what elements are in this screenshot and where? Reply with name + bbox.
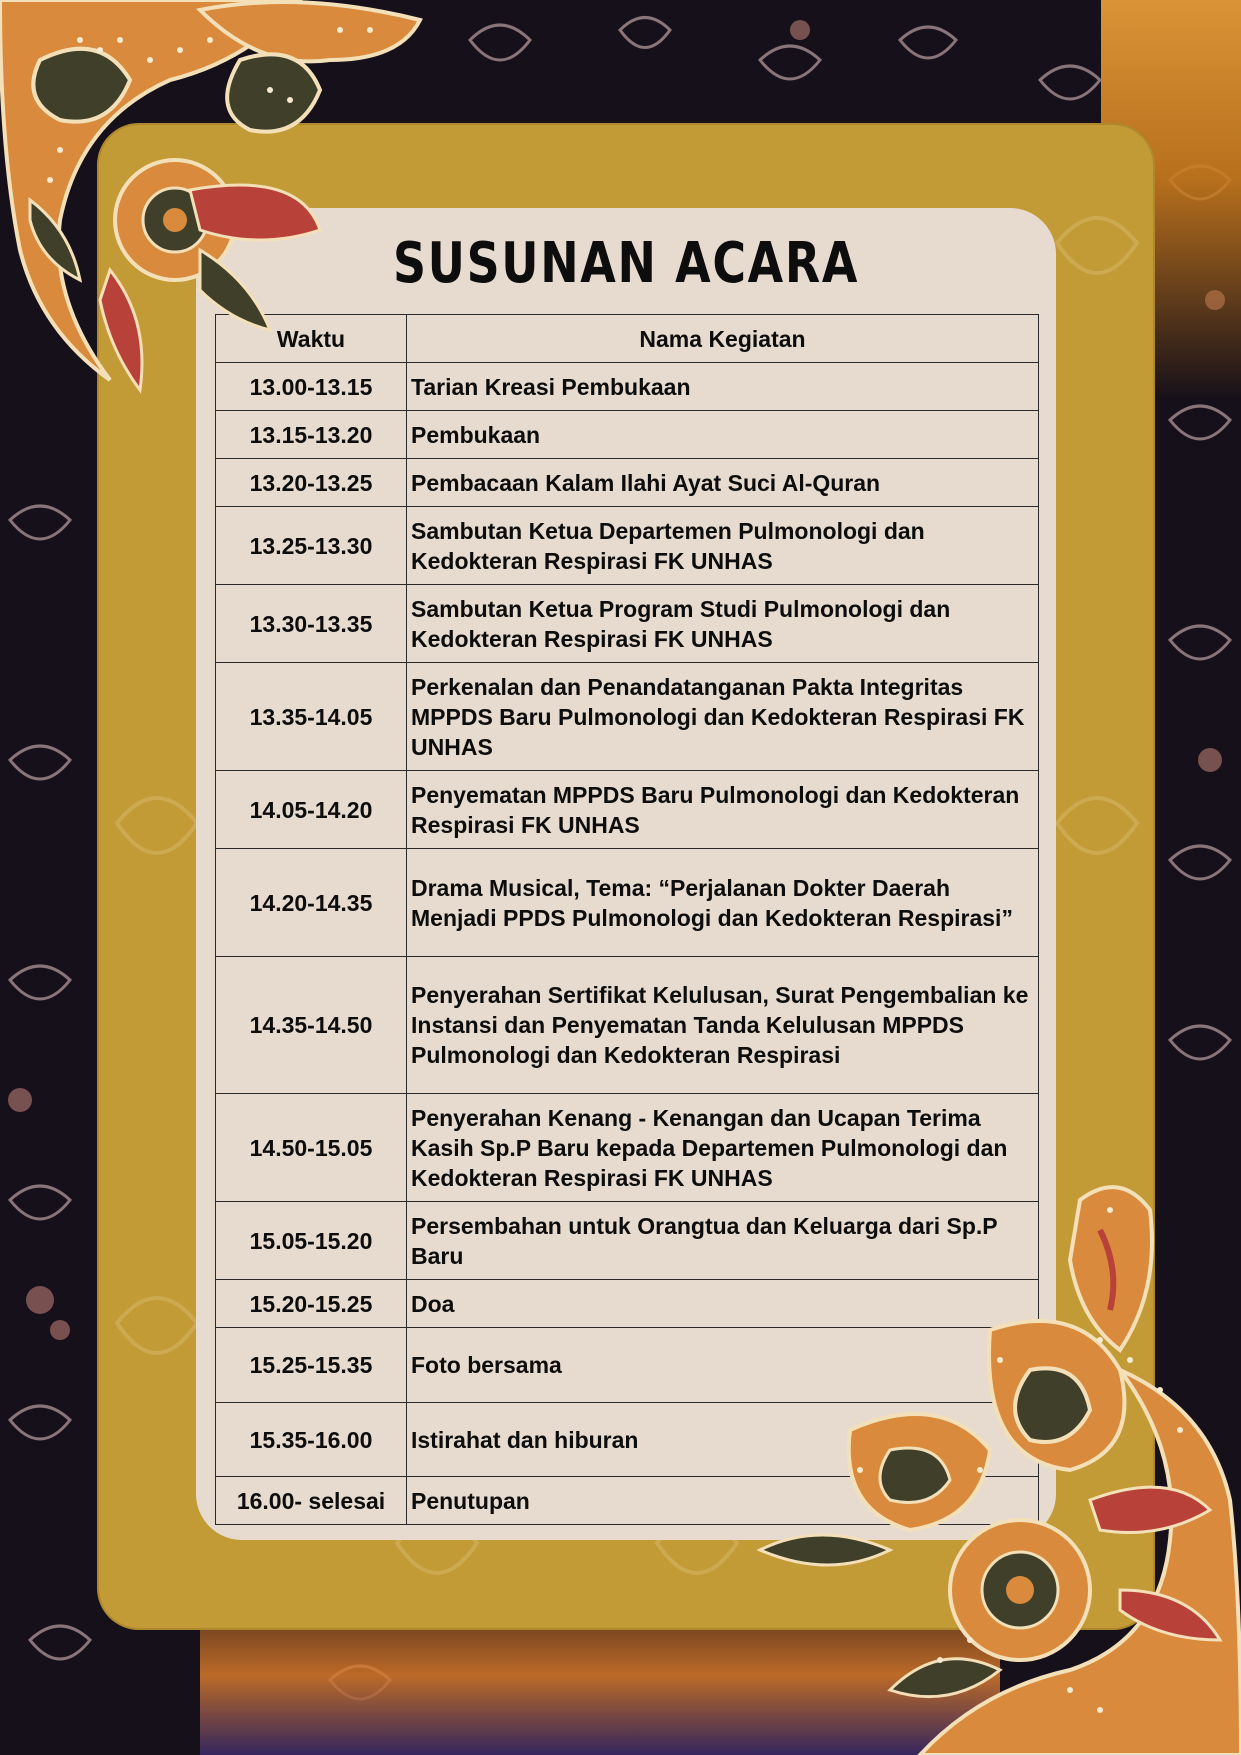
table-row	[216, 411, 1039, 459]
table-row	[216, 957, 1039, 1094]
row-time: 14.50-15.05	[216, 1094, 407, 1202]
row-time: 14.05-14.20	[216, 771, 407, 849]
row-activity: Perkenalan dan Penandatanganan Pakta Integritas MPPDS Baru Pulmonologi dan Kedokteran Respirasi FK UNHAS	[407, 663, 1039, 771]
header-activity: Nama Kegiatan	[407, 315, 1039, 363]
row-activity: Penutupan	[407, 1477, 1039, 1525]
row-time: 13.35-14.05	[216, 663, 407, 771]
table-row	[216, 585, 1039, 663]
row-time: 14.20-14.35	[216, 849, 407, 957]
table-row	[216, 771, 1039, 849]
batik-ornament-top-left	[0, 0, 440, 400]
page-title: SUSUNAN ACARA	[392, 231, 860, 296]
table-row	[216, 663, 1039, 771]
row-activity: Sambutan Ketua Program Studi Pulmonologi dan Kedokteran Respirasi FK UNHAS	[407, 585, 1039, 663]
table-row	[216, 849, 1039, 957]
row-time: 13.25-13.30	[216, 507, 407, 585]
table-row	[216, 507, 1039, 585]
row-time: 15.25-15.35	[216, 1328, 407, 1403]
row-activity: Penyematan MPPDS Baru Pulmonologi dan Kedokteran Respirasi FK UNHAS	[407, 771, 1039, 849]
row-time: 13.30-13.35	[216, 585, 407, 663]
row-activity: Penyerahan Kenang - Kenangan dan Ucapan Terima Kasih Sp.P Baru kepada Departemen Pulmonologi dan Kedokteran Respirasi FK UNHAS	[407, 1094, 1039, 1202]
row-activity: Foto bersama	[407, 1328, 1039, 1403]
batik-ornament-bottom-right	[740, 1170, 1241, 1755]
header-time: Waktu	[216, 315, 407, 363]
row-time: 14.35-14.50	[216, 957, 407, 1094]
row-activity: Sambutan Ketua Departemen Pulmonologi dan Kedokteran Respirasi FK UNHAS	[407, 507, 1039, 585]
row-time: 15.05-15.20	[216, 1202, 407, 1280]
row-activity: Pembukaan	[407, 411, 1039, 459]
row-time: 13.00-13.15	[216, 363, 407, 411]
row-activity: Doa	[407, 1280, 1039, 1328]
row-time: 13.15-13.20	[216, 411, 407, 459]
table-row	[216, 459, 1039, 507]
row-time: 15.35-16.00	[216, 1403, 407, 1477]
row-activity: Drama Musical, Tema: “Perjalanan Dokter Daerah Menjadi PPDS Pulmonologi dan Kedokteran Respirasi”	[407, 849, 1039, 957]
row-time: 15.20-15.25	[216, 1280, 407, 1328]
row-activity: Istirahat dan hiburan	[407, 1403, 1039, 1477]
row-activity: Penyerahan Sertifikat Kelulusan, Surat Pengembalian ke Instansi dan Penyematan Tanda Kelulusan MPPDS Pulmonologi dan Kedokteran Respirasi	[407, 957, 1039, 1094]
row-activity: Tarian Kreasi Pembukaan	[407, 363, 1039, 411]
row-time: 13.20-13.25	[216, 459, 407, 507]
row-activity: Persembahan untuk Orangtua dan Keluarga dari Sp.P Baru	[407, 1202, 1039, 1280]
row-time: 16.00- selesai	[216, 1477, 407, 1525]
row-activity: Pembacaan Kalam Ilahi Ayat Suci Al-Quran	[407, 459, 1039, 507]
